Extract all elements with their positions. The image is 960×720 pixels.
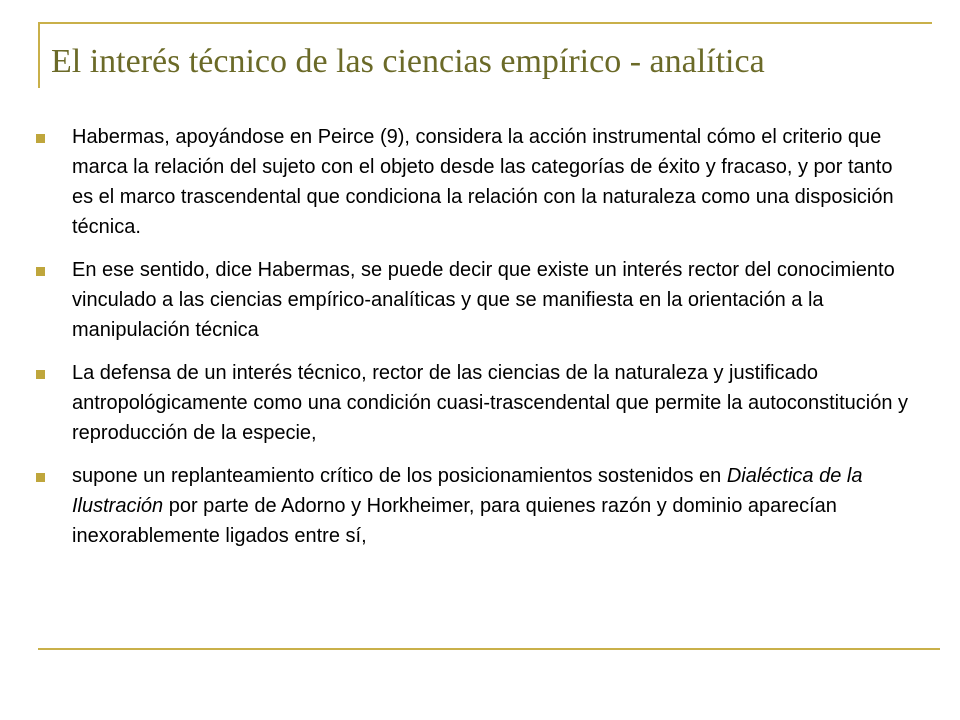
bullet-text: En ese sentido, dice Habermas, se puede decir que existe un interés rector del conocimiento vinculado a las ciencias empírico-analíticas y que se manifiesta en la orientación a la manipulación técnica xyxy=(72,259,895,341)
bullet-item-2 xyxy=(36,255,916,345)
bullet-text: Habermas, apoyándose en Peirce (9), considera la acción instrumental cómo el criterio que marca la relación del sujeto con el objeto desde las categorías de éxito y fracaso, y por tanto es el marco trascendental que condiciona la relación con la naturaleza como una disposición técnica. xyxy=(72,126,894,238)
bullet-item-1 xyxy=(36,122,916,242)
square-bullet-icon xyxy=(36,134,45,143)
square-bullet-icon xyxy=(36,370,45,379)
top-rule xyxy=(38,22,932,24)
square-bullet-icon xyxy=(36,473,45,482)
left-rule xyxy=(38,22,40,88)
square-bullet-icon xyxy=(36,267,45,276)
bullet-item-3 xyxy=(36,358,916,448)
slide-title: El interés técnico de las ciencias empírico - analítica xyxy=(51,43,765,80)
bullet-text: La defensa de un interés técnico, rector de las ciencias de la naturaleza y justificado antropológicamente como una condición cuasi-trascendental que permite la autoconstitución y reproducción de la especie, xyxy=(72,362,909,444)
bullet-text-before: supone un replanteamiento crítico de los posicionamientos sostenidos en xyxy=(72,465,727,487)
bullet-text-after: por parte de Adorno y Horkheimer, para quienes razón y dominio aparecían inexorablemente ligados entre sí, xyxy=(72,495,837,547)
bottom-rule xyxy=(38,648,940,650)
book-title-italic: Dialéctica de la Ilustración xyxy=(72,465,863,517)
bullet-item-4 xyxy=(36,461,916,551)
bullet-list xyxy=(36,122,916,564)
